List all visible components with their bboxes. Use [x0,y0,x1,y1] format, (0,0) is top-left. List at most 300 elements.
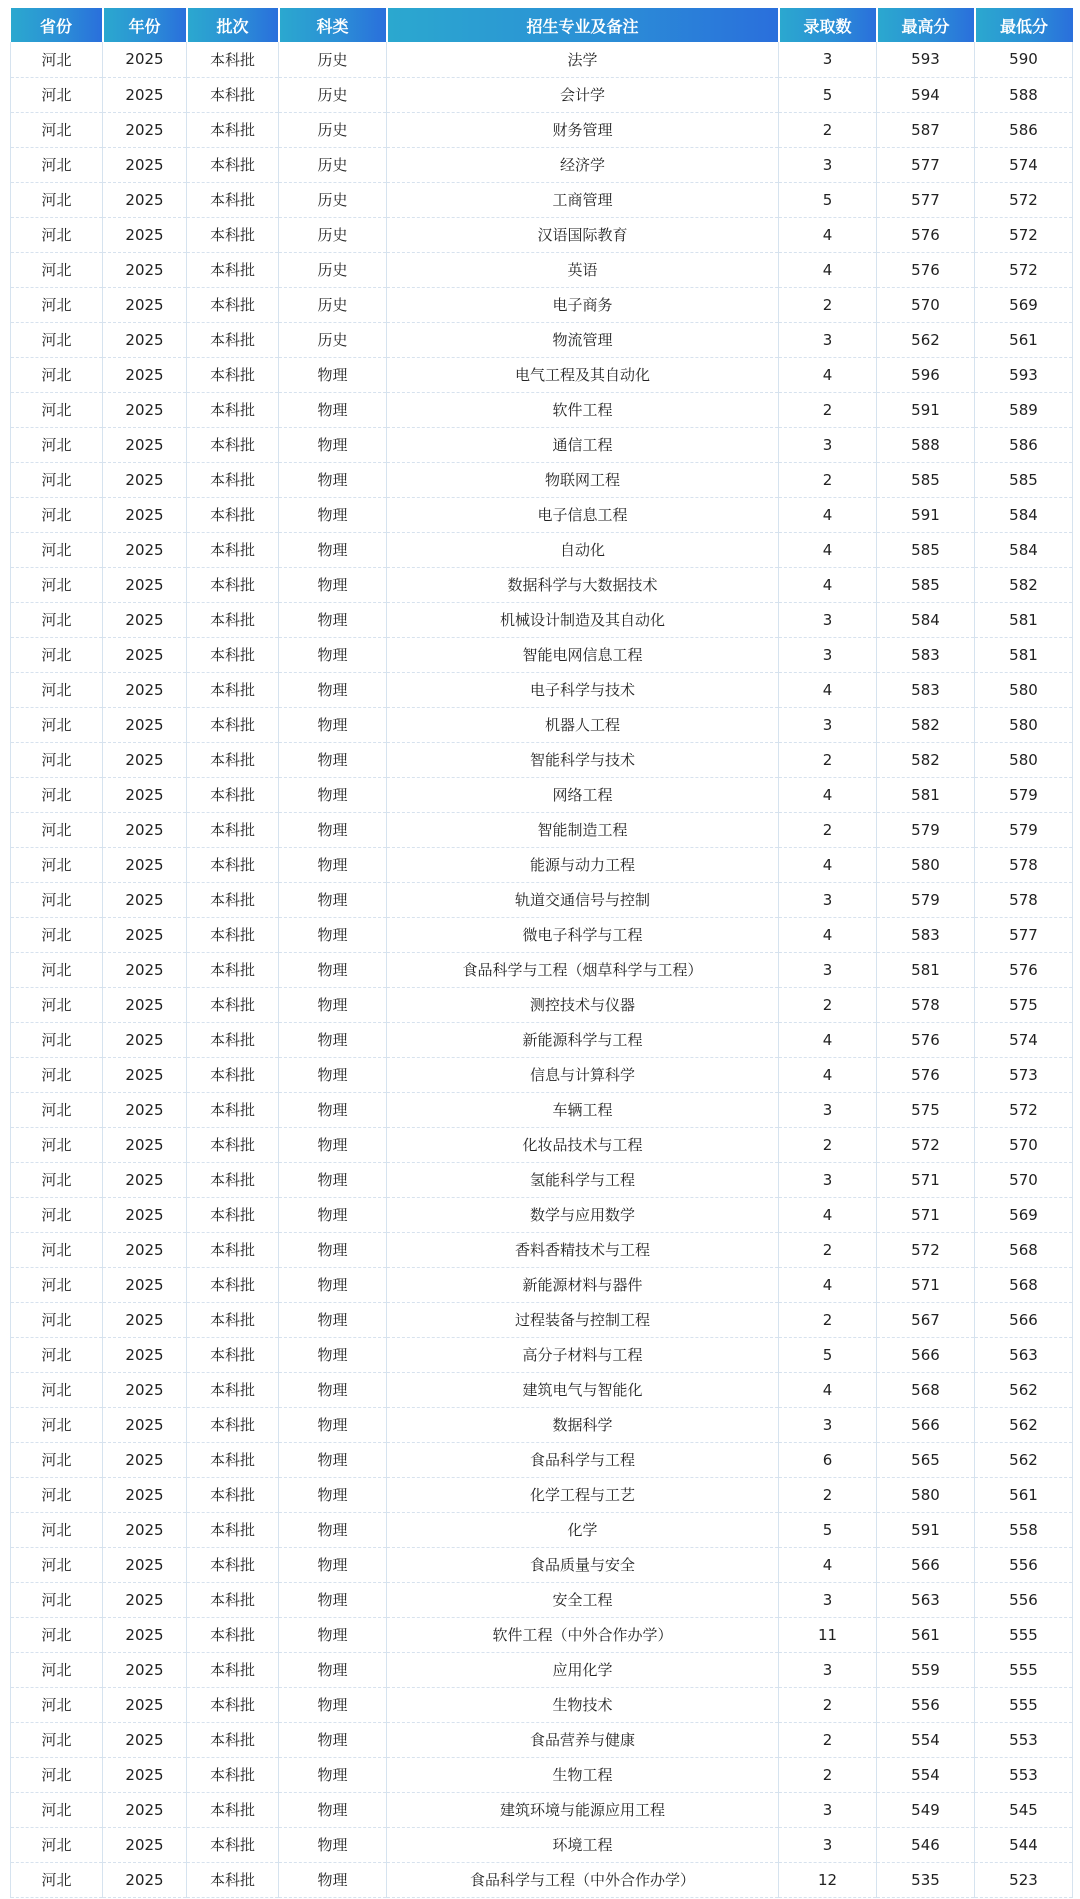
cell-min-score: 566 [975,1302,1073,1337]
cell-admitted-count: 2 [779,287,877,322]
cell-province: 河北 [11,952,103,987]
table-row [11,1687,1073,1722]
cell-admitted-count: 2 [779,812,877,847]
cell-max-score: 567 [877,1302,975,1337]
cell-min-score: 563 [975,1337,1073,1372]
cell-province: 河北 [11,567,103,602]
cell-subject-category: 物理 [279,1127,387,1162]
cell-year: 2025 [103,1617,187,1652]
cell-year: 2025 [103,847,187,882]
cell-min-score: 562 [975,1442,1073,1477]
cell-admitted-count: 3 [779,1827,877,1862]
cell-major: 微电子科学与工程 [387,917,779,952]
cell-subject-category: 物理 [279,1162,387,1197]
cell-max-score: 576 [877,252,975,287]
cell-major: 电气工程及其自动化 [387,357,779,392]
table-row [11,77,1073,112]
cell-year: 2025 [103,882,187,917]
cell-major: 过程装备与控制工程 [387,1302,779,1337]
cell-major: 物联网工程 [387,462,779,497]
cell-major: 食品科学与工程（烟草科学与工程） [387,952,779,987]
cell-subject-category: 物理 [279,672,387,707]
cell-max-score: 581 [877,777,975,812]
cell-major: 信息与计算科学 [387,1057,779,1092]
cell-admitted-count: 12 [779,1862,877,1897]
cell-major: 汉语国际教育 [387,217,779,252]
cell-year: 2025 [103,112,187,147]
cell-batch: 本科批 [187,1372,279,1407]
cell-max-score: 546 [877,1827,975,1862]
cell-major: 生物技术 [387,1687,779,1722]
cell-province: 河北 [11,147,103,182]
cell-admitted-count: 3 [779,147,877,182]
cell-batch: 本科批 [187,357,279,392]
cell-batch: 本科批 [187,462,279,497]
cell-max-score: 577 [877,182,975,217]
cell-max-score: 556 [877,1687,975,1722]
cell-batch: 本科批 [187,777,279,812]
cell-province: 河北 [11,707,103,742]
cell-batch: 本科批 [187,1407,279,1442]
cell-major: 英语 [387,252,779,287]
cell-province: 河北 [11,1862,103,1897]
cell-subject-category: 物理 [279,1302,387,1337]
cell-major: 法学 [387,42,779,77]
cell-min-score: 584 [975,497,1073,532]
cell-max-score: 563 [877,1582,975,1617]
cell-batch: 本科批 [187,707,279,742]
cell-batch: 本科批 [187,1617,279,1652]
cell-province: 河北 [11,497,103,532]
cell-year: 2025 [103,1827,187,1862]
cell-year: 2025 [103,1162,187,1197]
cell-province: 河北 [11,322,103,357]
cell-admitted-count: 11 [779,1617,877,1652]
cell-major: 氢能科学与工程 [387,1162,779,1197]
cell-max-score: 571 [877,1197,975,1232]
cell-major: 电子科学与技术 [387,672,779,707]
cell-min-score: 585 [975,462,1073,497]
cell-province: 河北 [11,1792,103,1827]
table-body [11,42,1073,1897]
table-row [11,497,1073,532]
cell-max-score: 585 [877,532,975,567]
cell-admitted-count: 3 [779,1652,877,1687]
cell-major: 新能源科学与工程 [387,1022,779,1057]
cell-year: 2025 [103,1652,187,1687]
cell-max-score: 591 [877,1512,975,1547]
cell-min-score: 570 [975,1127,1073,1162]
cell-admitted-count: 4 [779,777,877,812]
cell-max-score: 584 [877,602,975,637]
header-max-score: 最高分 [877,8,975,42]
cell-min-score: 579 [975,777,1073,812]
cell-admitted-count: 2 [779,742,877,777]
cell-subject-category: 物理 [279,882,387,917]
cell-year: 2025 [103,532,187,567]
table-row [11,252,1073,287]
cell-major: 智能制造工程 [387,812,779,847]
table-row [11,147,1073,182]
cell-admitted-count: 2 [779,1722,877,1757]
cell-admitted-count: 4 [779,1022,877,1057]
table-row [11,1162,1073,1197]
cell-admitted-count: 3 [779,322,877,357]
cell-batch: 本科批 [187,602,279,637]
cell-batch: 本科批 [187,742,279,777]
cell-year: 2025 [103,707,187,742]
cell-admitted-count: 3 [779,42,877,77]
cell-year: 2025 [103,567,187,602]
cell-min-score: 588 [975,77,1073,112]
cell-subject-category: 历史 [279,252,387,287]
cell-admitted-count: 2 [779,1302,877,1337]
cell-year: 2025 [103,497,187,532]
cell-province: 河北 [11,1582,103,1617]
cell-batch: 本科批 [187,77,279,112]
cell-major: 化妆品技术与工程 [387,1127,779,1162]
cell-batch: 本科批 [187,1547,279,1582]
cell-max-score: 581 [877,952,975,987]
table-row [11,602,1073,637]
cell-subject-category: 物理 [279,1722,387,1757]
cell-province: 河北 [11,742,103,777]
cell-admitted-count: 5 [779,1512,877,1547]
cell-batch: 本科批 [187,1582,279,1617]
header-batch: 批次 [187,8,279,42]
cell-year: 2025 [103,1582,187,1617]
cell-max-score: 579 [877,812,975,847]
cell-subject-category: 物理 [279,462,387,497]
cell-province: 河北 [11,847,103,882]
table-row [11,1092,1073,1127]
cell-batch: 本科批 [187,1792,279,1827]
cell-province: 河北 [11,392,103,427]
cell-province: 河北 [11,1372,103,1407]
cell-subject-category: 物理 [279,1407,387,1442]
cell-province: 河北 [11,1617,103,1652]
cell-province: 河北 [11,1302,103,1337]
cell-year: 2025 [103,1127,187,1162]
cell-batch: 本科批 [187,637,279,672]
cell-max-score: 568 [877,1372,975,1407]
cell-batch: 本科批 [187,672,279,707]
cell-major: 网络工程 [387,777,779,812]
cell-admitted-count: 3 [779,707,877,742]
cell-subject-category: 物理 [279,1652,387,1687]
cell-min-score: 558 [975,1512,1073,1547]
cell-major: 自动化 [387,532,779,567]
cell-admitted-count: 4 [779,1267,877,1302]
cell-year: 2025 [103,1022,187,1057]
cell-major: 建筑电气与智能化 [387,1372,779,1407]
cell-max-score: 582 [877,707,975,742]
cell-major: 应用化学 [387,1652,779,1687]
cell-year: 2025 [103,742,187,777]
cell-min-score: 523 [975,1862,1073,1897]
table-row [11,1302,1073,1337]
header-subject-category: 科类 [279,8,387,42]
cell-admitted-count: 4 [779,497,877,532]
table-row [11,1792,1073,1827]
cell-min-score: 589 [975,392,1073,427]
table-row [11,812,1073,847]
cell-max-score: 587 [877,112,975,147]
admission-table-container [10,8,1072,1898]
cell-province: 河北 [11,1547,103,1582]
cell-province: 河北 [11,1652,103,1687]
cell-year: 2025 [103,1267,187,1302]
cell-admitted-count: 3 [779,1582,877,1617]
cell-min-score: 581 [975,637,1073,672]
cell-max-score: 575 [877,1092,975,1127]
cell-admitted-count: 5 [779,1337,877,1372]
cell-subject-category: 历史 [279,77,387,112]
cell-province: 河北 [11,1512,103,1547]
cell-min-score: 572 [975,182,1073,217]
cell-year: 2025 [103,1792,187,1827]
cell-max-score: 571 [877,1162,975,1197]
cell-admitted-count: 4 [779,917,877,952]
cell-province: 河北 [11,357,103,392]
cell-major: 智能科学与技术 [387,742,779,777]
cell-major: 数据科学与大数据技术 [387,567,779,602]
cell-max-score: 572 [877,1127,975,1162]
table-row [11,112,1073,147]
cell-admitted-count: 2 [779,462,877,497]
cell-min-score: 569 [975,287,1073,322]
cell-province: 河北 [11,1197,103,1232]
cell-major: 软件工程 [387,392,779,427]
cell-province: 河北 [11,112,103,147]
cell-subject-category: 历史 [279,217,387,252]
cell-subject-category: 物理 [279,567,387,602]
cell-year: 2025 [103,1057,187,1092]
cell-max-score: 565 [877,1442,975,1477]
admission-score-table [10,8,1073,1898]
cell-batch: 本科批 [187,217,279,252]
cell-admitted-count: 2 [779,987,877,1022]
cell-batch: 本科批 [187,1337,279,1372]
cell-max-score: 583 [877,917,975,952]
cell-subject-category: 历史 [279,147,387,182]
cell-min-score: 568 [975,1232,1073,1267]
cell-admitted-count: 3 [779,1792,877,1827]
cell-subject-category: 物理 [279,1582,387,1617]
cell-province: 河北 [11,1827,103,1862]
cell-batch: 本科批 [187,1477,279,1512]
table-row [11,1407,1073,1442]
cell-batch: 本科批 [187,567,279,602]
cell-province: 河北 [11,217,103,252]
cell-major: 数学与应用数学 [387,1197,779,1232]
table-row [11,987,1073,1022]
cell-min-score: 578 [975,847,1073,882]
cell-year: 2025 [103,1757,187,1792]
cell-max-score: 562 [877,322,975,357]
cell-year: 2025 [103,1372,187,1407]
cell-year: 2025 [103,217,187,252]
cell-max-score: 576 [877,1022,975,1057]
cell-admitted-count: 2 [779,1127,877,1162]
cell-min-score: 568 [975,1267,1073,1302]
cell-admitted-count: 3 [779,952,877,987]
cell-year: 2025 [103,427,187,462]
cell-major: 软件工程（中外合作办学） [387,1617,779,1652]
cell-admitted-count: 4 [779,672,877,707]
cell-major: 智能电网信息工程 [387,637,779,672]
cell-admitted-count: 4 [779,217,877,252]
cell-min-score: 569 [975,1197,1073,1232]
cell-major: 化学工程与工艺 [387,1477,779,1512]
cell-batch: 本科批 [187,1302,279,1337]
cell-major: 数据科学 [387,1407,779,1442]
cell-province: 河北 [11,602,103,637]
cell-min-score: 586 [975,112,1073,147]
cell-batch: 本科批 [187,1862,279,1897]
cell-max-score: 566 [877,1547,975,1582]
cell-batch: 本科批 [187,1022,279,1057]
cell-min-score: 544 [975,1827,1073,1862]
table-row [11,1022,1073,1057]
cell-max-score: 554 [877,1757,975,1792]
table-row [11,637,1073,672]
cell-admitted-count: 4 [779,532,877,567]
cell-province: 河北 [11,1407,103,1442]
cell-max-score: 596 [877,357,975,392]
cell-admitted-count: 3 [779,1407,877,1442]
cell-province: 河北 [11,42,103,77]
cell-admitted-count: 4 [779,847,877,882]
cell-max-score: 588 [877,427,975,462]
cell-major: 建筑环境与能源应用工程 [387,1792,779,1827]
cell-major: 食品科学与工程 [387,1442,779,1477]
cell-min-score: 584 [975,532,1073,567]
table-row [11,1337,1073,1372]
table-row [11,1197,1073,1232]
cell-province: 河北 [11,1162,103,1197]
cell-major: 生物工程 [387,1757,779,1792]
cell-admitted-count: 4 [779,1372,877,1407]
cell-province: 河北 [11,882,103,917]
cell-province: 河北 [11,1687,103,1722]
cell-min-score: 580 [975,707,1073,742]
cell-year: 2025 [103,1442,187,1477]
cell-max-score: 583 [877,672,975,707]
cell-province: 河北 [11,1057,103,1092]
cell-max-score: 580 [877,1477,975,1512]
cell-major: 食品科学与工程（中外合作办学） [387,1862,779,1897]
cell-province: 河北 [11,672,103,707]
cell-batch: 本科批 [187,1162,279,1197]
cell-min-score: 572 [975,217,1073,252]
cell-subject-category: 物理 [279,1337,387,1372]
table-row [11,1722,1073,1757]
cell-min-score: 581 [975,602,1073,637]
cell-min-score: 555 [975,1617,1073,1652]
cell-subject-category: 物理 [279,847,387,882]
cell-year: 2025 [103,1302,187,1337]
cell-major: 物流管理 [387,322,779,357]
cell-min-score: 579 [975,812,1073,847]
cell-subject-category: 物理 [279,742,387,777]
cell-min-score: 586 [975,427,1073,462]
cell-major: 机械设计制造及其自动化 [387,602,779,637]
cell-province: 河北 [11,77,103,112]
cell-subject-category: 物理 [279,1232,387,1267]
cell-batch: 本科批 [187,1267,279,1302]
cell-major: 环境工程 [387,1827,779,1862]
cell-major: 食品营养与健康 [387,1722,779,1757]
table-row [11,567,1073,602]
cell-min-score: 561 [975,322,1073,357]
cell-subject-category: 物理 [279,357,387,392]
cell-min-score: 582 [975,567,1073,602]
cell-min-score: 580 [975,742,1073,777]
cell-batch: 本科批 [187,497,279,532]
cell-major: 工商管理 [387,182,779,217]
cell-max-score: 580 [877,847,975,882]
cell-province: 河北 [11,1022,103,1057]
cell-major: 会计学 [387,77,779,112]
cell-subject-category: 历史 [279,322,387,357]
cell-major: 财务管理 [387,112,779,147]
cell-subject-category: 物理 [279,812,387,847]
table-row [11,392,1073,427]
cell-province: 河北 [11,1092,103,1127]
cell-max-score: 593 [877,42,975,77]
cell-admitted-count: 5 [779,182,877,217]
cell-subject-category: 历史 [279,182,387,217]
cell-min-score: 576 [975,952,1073,987]
table-row [11,322,1073,357]
table-row [11,357,1073,392]
cell-batch: 本科批 [187,1197,279,1232]
cell-subject-category: 物理 [279,1092,387,1127]
cell-min-score: 570 [975,1162,1073,1197]
cell-batch: 本科批 [187,1757,279,1792]
table-row [11,917,1073,952]
cell-batch: 本科批 [187,1232,279,1267]
cell-province: 河北 [11,287,103,322]
cell-subject-category: 物理 [279,777,387,812]
cell-min-score: 575 [975,987,1073,1022]
cell-province: 河北 [11,917,103,952]
cell-province: 河北 [11,987,103,1022]
cell-max-score: 570 [877,287,975,322]
cell-max-score: 561 [877,1617,975,1652]
cell-province: 河北 [11,812,103,847]
table-row [11,742,1073,777]
cell-admitted-count: 3 [779,1162,877,1197]
table-row [11,1652,1073,1687]
table-row [11,1267,1073,1302]
cell-min-score: 572 [975,252,1073,287]
cell-batch: 本科批 [187,1092,279,1127]
cell-min-score: 555 [975,1652,1073,1687]
cell-min-score: 545 [975,1792,1073,1827]
cell-subject-category: 物理 [279,1197,387,1232]
cell-year: 2025 [103,392,187,427]
cell-year: 2025 [103,1512,187,1547]
table-row [11,1512,1073,1547]
table-row [11,1757,1073,1792]
cell-min-score: 578 [975,882,1073,917]
cell-subject-category: 物理 [279,1757,387,1792]
cell-year: 2025 [103,917,187,952]
cell-max-score: 591 [877,497,975,532]
cell-min-score: 561 [975,1477,1073,1512]
